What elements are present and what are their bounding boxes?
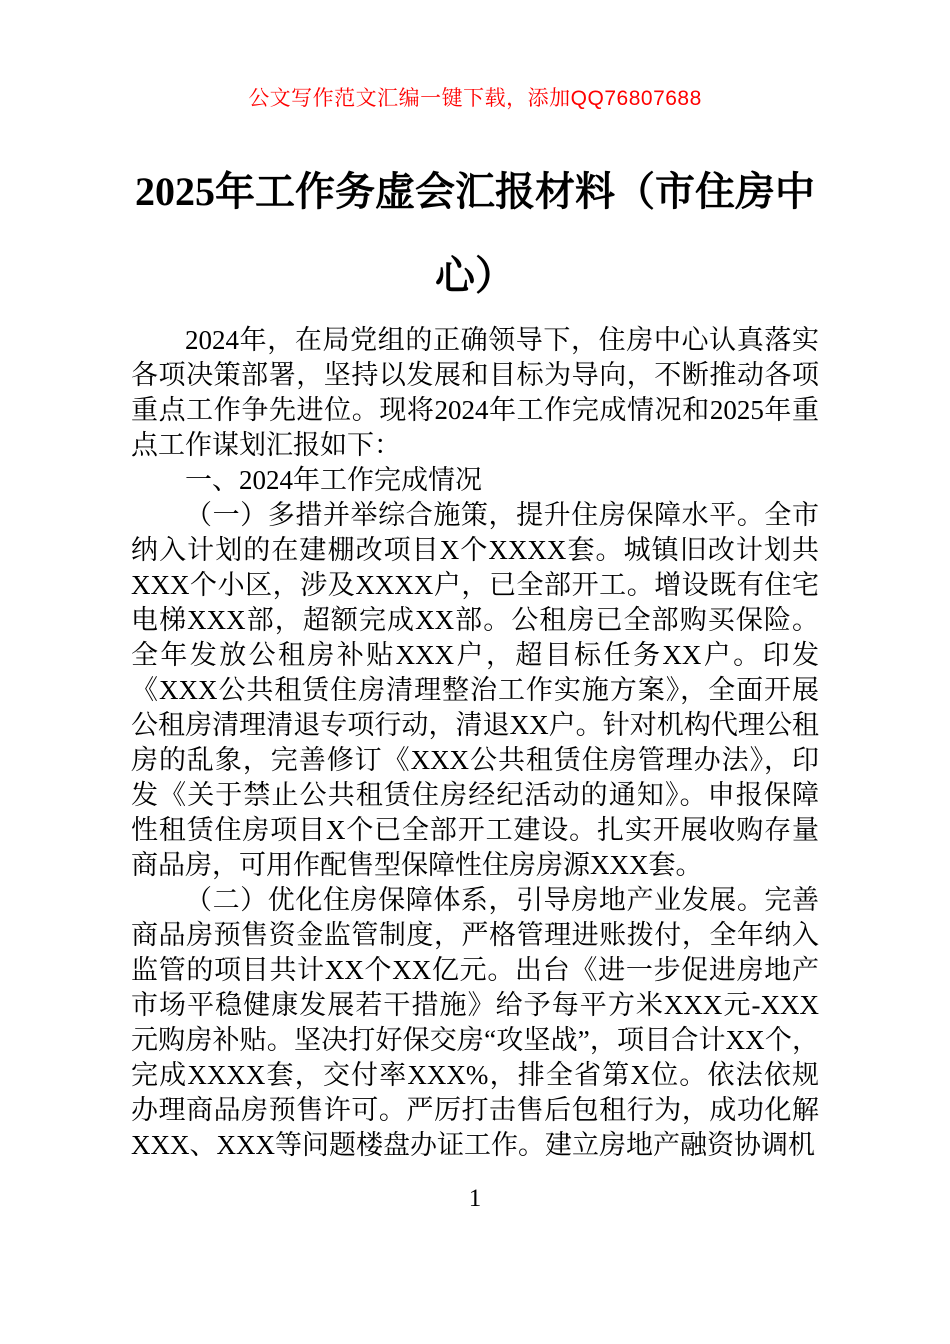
page-number: 1	[468, 1185, 482, 1212]
paragraph-intro: 2024年，在局党组的正确领导下，住房中心认真落实各项决策部署，坚持以发展和目标为导向，不断推动各项重点工作争先进位。现将2024年工作完成情况和2025年重点工作谋划汇报如下：	[131, 325, 819, 460]
header-promo-notice: 公文写作范文汇编一键下载，添加QQ76807688	[248, 87, 702, 110]
paragraph-item-2-real-estate: （二）优化住房保障体系，引导房地产业发展。完善商品房预售资金监管制度，严格管理进账拨付，全年纳入监管的项目共计XX个XX亿元。出台《进一步促进房地产市场平稳健康发展若干措施》给予每平方米XXX元-XXX元购房补贴。坚决打好保交房“攻坚战”，项目合计XX个，完成XXXX套，交付率XXX%，排全省第X位。依法依规办理商品房预售许可。严厉打击售后包租行为，成功化解XXX、XXX等问题楼盘办证工作。建立房地产融资协调机	[131, 885, 819, 1160]
paragraph-item-1-housing-security: （一）多措并举综合施策，提升住房保障水平。全市纳入计划的在建棚改项目X个XXXX套。城镇旧改计划共XXX个小区，涉及XXXX户，已全部开工。增设既有住宅电梯XXX部，超额完成XX部。公租房已全部购买保险。全年发放公租房补贴XXX户，超目标任务XX户。印发《XXX公共租赁住房清理整治工作实施方案》，全面开展公租房清理清退专项行动，清退XX户。针对机构代理公租房的乱象，完善修订《XXX公共租赁住房管理办法》，印发《关于禁止公共租赁住房经纪活动的通知》。申报保障性租赁住房项目X个已全部开工建设。扎实开展收购存量商品房，可用作配售型保障性住房房源XXX套。	[131, 500, 819, 880]
section-heading-2024-work: 一、2024年工作完成情况	[185, 465, 482, 495]
document-title: 2025年工作务虚会汇报材料（市住房中心）	[135, 169, 815, 298]
document-body	[131, 323, 819, 1183]
